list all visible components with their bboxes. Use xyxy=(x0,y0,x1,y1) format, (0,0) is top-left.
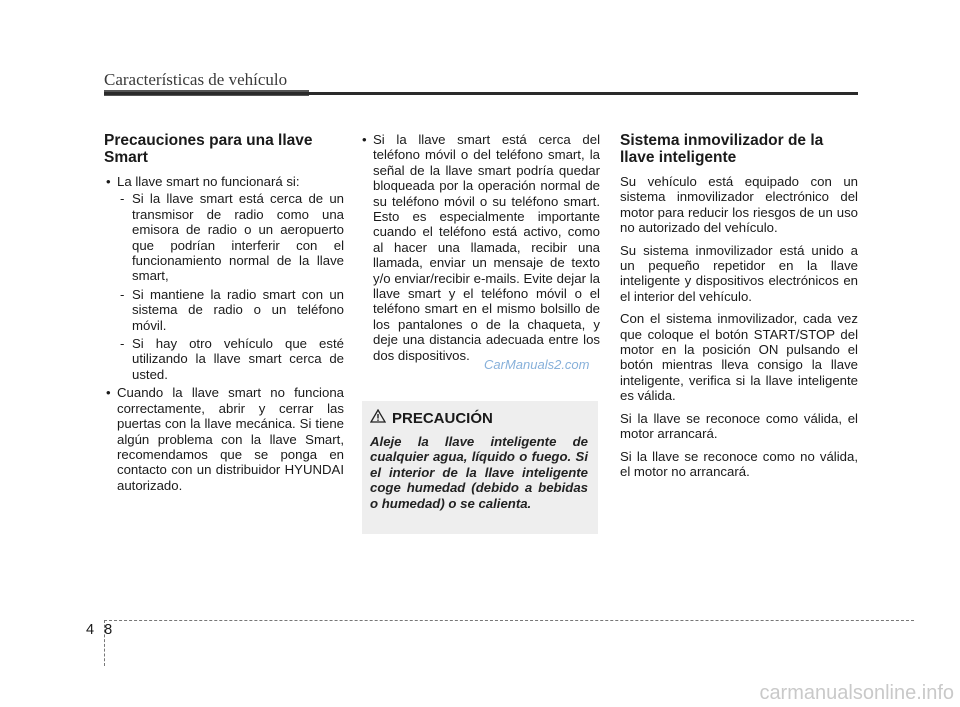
paragraph: Su vehículo está equipado con un sistema inmovilizador electrónico del motor para reducir los riesgos de un uso no autorizado del vehículo. xyxy=(620,174,858,236)
dash-item: - Si hay otro vehículo que esté utilizando la llave smart cerca de usted. xyxy=(104,336,344,382)
paragraph: Con el sistema inmovilizador, cada vez que coloque el botón START/STOP del motor en la posición ON pulsando el botón mientras lleva consigo la llave inteligente, verifica si la llave inteligente es válida. xyxy=(620,311,858,404)
header-rule xyxy=(104,92,858,95)
caution-title: PRECAUCIÓN xyxy=(392,410,493,427)
bullet-item: • Cuando la llave smart no funciona correctamente, abrir y cerrar las puertas con la llave mecánica. Si tiene algún problema con la llave Smart, recomendamos que se ponga en contacto con un distribuidor HYUNDAI autorizado. xyxy=(104,385,344,493)
column-1 xyxy=(104,132,344,495)
caution-box xyxy=(362,401,598,534)
dash-item: - Si la llave smart está cerca de un transmisor de radio como una emisora de radio o un aeropuerto que podrían interferir con el funcionamiento normal de la llave smart, xyxy=(104,191,344,283)
smart-key-precautions-heading: Precauciones para una llave Smart xyxy=(104,132,313,166)
bullet-item: • Si la llave smart está cerca del teléfono móvil o del teléfono smart, la señal de la llave smart podría quedar bloqueada por la operación normal de su teléfono móvil o su teléfono smart. Esto es especialmente importante cuando el teléfono está activo, como al hacer una llamada, recibir una llamada, enviar un mensaje de texto y/o enviar/recibir e-mails. Evite dejar la llave smart y el teléfono móvil o el teléfono smart en el mismo bolsillo de los pantalones o de la chaqueta, y deje una distancia adecuada entre los dos dispositivos. xyxy=(360,132,600,363)
watermark-corner: carmanualsonline.info xyxy=(759,682,954,704)
paragraph: Su sistema inmovilizador está unido a un pequeño repetidor en la llave inteligente y dispositivos electrónicos en el interior del vehículo. xyxy=(620,242,858,304)
caution-header xyxy=(370,409,588,428)
immobilizer-heading: Sistema inmovilizador de la llave inteligente xyxy=(620,132,824,166)
section-header: Características de vehículo xyxy=(104,70,288,89)
dash-item: - Si mantiene la radio smart con un sistema de radio o un teléfono móvil. xyxy=(104,287,344,333)
page-number: 48 xyxy=(86,622,123,638)
warning-triangle-icon xyxy=(370,409,386,428)
bullet-item: • La llave smart no funcionará si: xyxy=(104,174,344,189)
column-3 xyxy=(620,132,858,486)
paragraph: Si la llave se reconoce como válida, el motor arrancará. xyxy=(620,410,858,442)
footer-rule xyxy=(104,620,914,621)
paragraph: Si la llave se reconoce como no válida, el motor no arrancará. xyxy=(620,448,858,479)
caution-text: Aleje la llave inteligente de cualquier agua, líquido o fuego. Si el interior de la llave inteligente coge humedad (debido a bebidas o humedad) o se calienta. xyxy=(370,434,588,511)
watermark-inline: CarManuals2.com xyxy=(484,357,590,372)
column-2 xyxy=(360,132,600,365)
